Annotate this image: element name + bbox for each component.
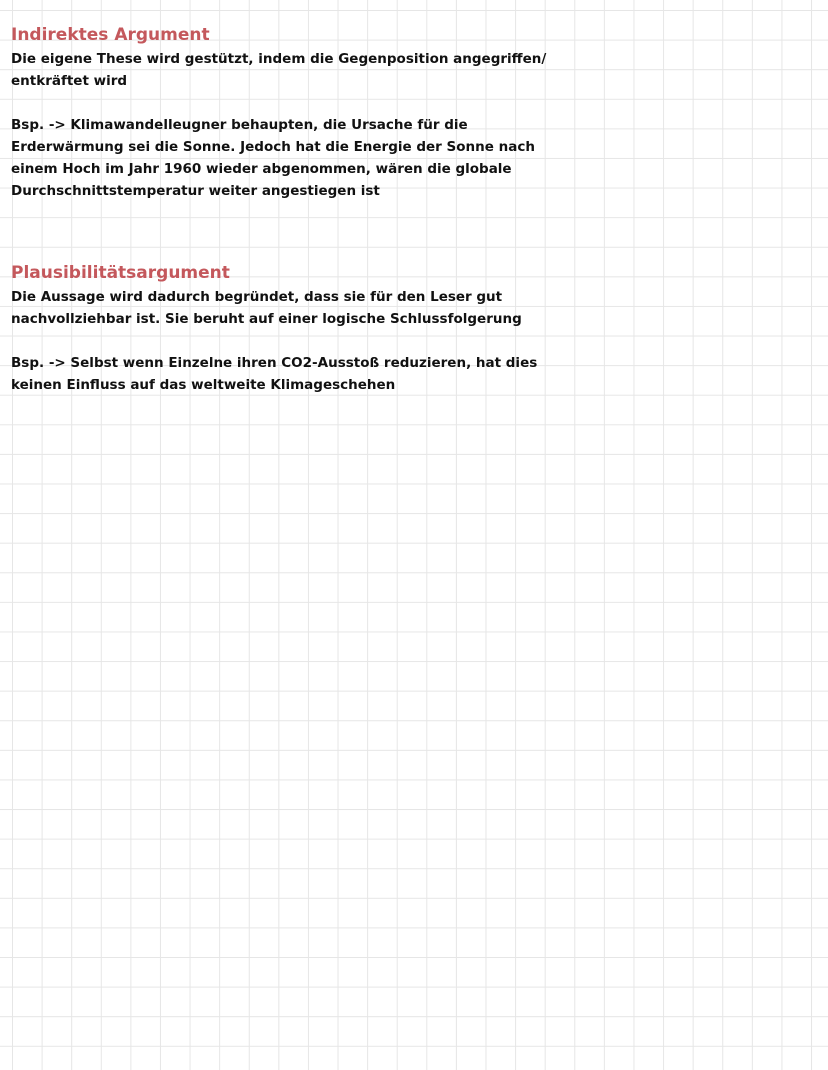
section-title: Indirektes Argument [11, 25, 210, 45]
text-line: Durchschnittstemperatur weiter angestiegen ist [11, 183, 380, 199]
definition-text [11, 286, 811, 330]
text-line: Bsp. -> Klimawandelleugner behaupten, die Ursache für die [11, 117, 468, 133]
section-indirect-argument [11, 22, 811, 202]
definition-text [11, 48, 811, 92]
text-line: nachvollziehbar ist. Sie beruht auf einer logische Schlussfolgerung [11, 311, 522, 327]
section-title: Plausibilitätsargument [11, 263, 230, 283]
example-text [11, 114, 811, 202]
spacer [11, 92, 811, 114]
text-line: einem Hoch im Jahr 1960 wieder abgenommen, wären die globale [11, 161, 512, 177]
text-line: Die Aussage wird dadurch begründet, dass sie für den Leser gut [11, 289, 503, 305]
spacer [11, 202, 811, 260]
text-line: Erderwärmung sei die Sonne. Jedoch hat die Energie der Sonne nach [11, 139, 535, 155]
text-line: Bsp. -> Selbst wenn Einzelne ihren CO2-Ausstoß reduzieren, hat dies [11, 355, 538, 371]
spacer [11, 330, 811, 352]
text-line: keinen Einfluss auf das weltweite Klimageschehen [11, 377, 396, 393]
note-page [11, 22, 811, 396]
example-text [11, 352, 811, 396]
section-plausibility-argument [11, 260, 811, 396]
text-line: entkräftet wird [11, 73, 128, 89]
text-line: Die eigene These wird gestützt, indem die Gegenposition angegriffen/ [11, 51, 547, 67]
